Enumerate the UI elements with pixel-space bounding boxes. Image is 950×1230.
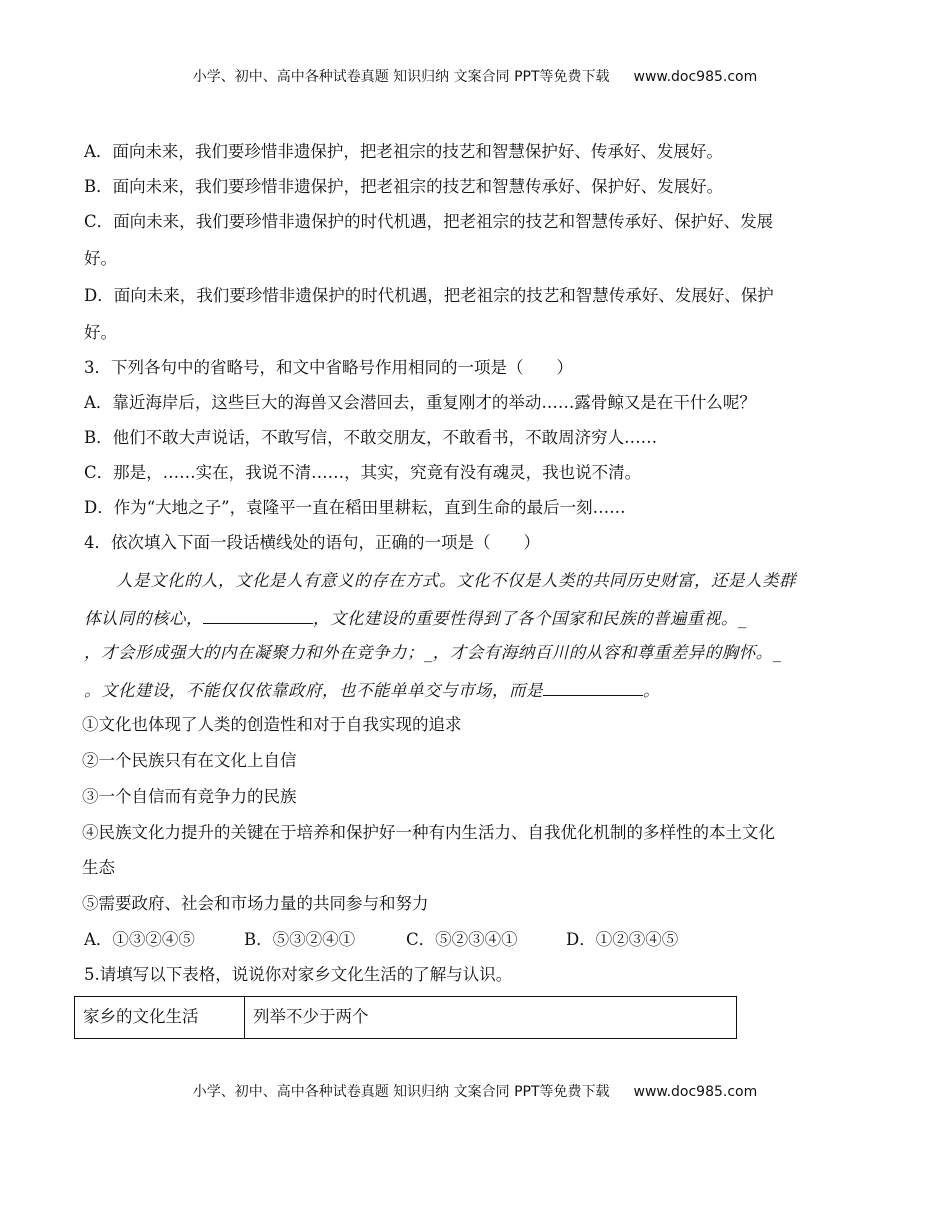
header-site: www.doc985.com <box>633 69 758 85</box>
q2-option-d-line1: D．面向未来，我们要珍惜非遗保护的时代机遇，把老祖宗的技艺和智慧传承好、发展好、保护 <box>84 286 774 305</box>
q4-sentence-4-line2: 生态 <box>82 858 115 877</box>
q4-option-a: A．①③②④⑤ <box>84 930 195 949</box>
q2-option-a: A．面向未来，我们要珍惜非遗保护，把老祖宗的技艺和智慧保护好、传承好、发展好。 <box>84 142 723 161</box>
q4-option-c: C．⑤②③④① <box>406 930 518 949</box>
q4-passage-line3: ，才会形成强大的内在凝聚力和外在竞争力；_，才会有海纳百川的从容和尊重差异的胸怀。_ <box>84 643 782 662</box>
q2-option-c-line1: C．面向未来，我们要珍惜非遗保护的时代机遇，把老祖宗的技艺和智慧传承好、保护好、发展 <box>84 212 774 231</box>
q3-option-a: A．靠近海岸后，这些巨大的海兽又会潜回去，重复刚才的举动……露骨鲸又是在干什么呢？ <box>84 393 756 412</box>
q4-sentence-4-line1: ④民族文化力提升的关键在于培养和保护好一种有内生活力、自我优化机制的多样性的本土文化 <box>82 823 775 842</box>
table-label-cell: 家乡的文化生活 <box>75 997 245 1039</box>
q4-option-b: B．⑤③②④① <box>244 930 356 949</box>
q4-sentence-5: ⑤需要政府、社会和市场力量的共同参与和努力 <box>82 894 429 913</box>
q3-option-c: C．那是，……实在，我说不清……，其实，究竟有没有魂灵，我也说不清。 <box>84 463 642 482</box>
q3-stem: 3．下列各句中的省略号，和文中省略号作用相同的一项是（ ） <box>84 358 573 377</box>
q4-passage-line2-end: ，文化建设的重要性得到了各个国家和民族的普遍重视。_ <box>313 609 747 628</box>
q4-stem: 4．依次填入下面一段话横线处的语句，正确的一项是（ ） <box>84 533 540 552</box>
q4-passage-line4-end: 。 <box>643 681 660 700</box>
q4-option-d: D．①②③④⑤ <box>566 930 679 949</box>
footer-text: 小学、初中、高中各种试卷真题 知识归纳 文案合同 PPT等免费下载 <box>192 1084 610 1100</box>
q2-option-b: B．面向未来，我们要珍惜非遗保护，把老祖宗的技艺和智慧传承好、保护好、发展好。 <box>84 177 724 196</box>
q4-blank-last <box>543 677 643 696</box>
q3-option-d: D．作为“大地之子”，袁隆平一直在稻田里耕耘，直到生命的最后一刻…… <box>84 498 626 517</box>
q4-sentence-3: ③一个自信而有竞争力的民族 <box>82 787 297 806</box>
q4-passage-line2 <box>84 605 747 631</box>
q4-blank-1 <box>203 605 313 624</box>
q4-passage-line4 <box>84 677 660 703</box>
table-row <box>75 997 737 1039</box>
q5-stem: 5.请填写以下表格，说说你对家乡文化生活的了解与认识。 <box>84 965 513 984</box>
q4-sentence-2: ②一个民族只有在文化上自信 <box>82 751 297 770</box>
q2-option-d-line2: 好。 <box>84 323 117 342</box>
footer-site: www.doc985.com <box>633 1084 758 1100</box>
header-text: 小学、初中、高中各种试卷真题 知识归纳 文案合同 PPT等免费下载 <box>192 69 610 85</box>
q2-option-c-line2: 好。 <box>84 249 117 268</box>
q4-passage-line2-start: 体认同的核心， <box>84 609 203 628</box>
q4-passage-line4-start: 。文化建设，不能仅仅依靠政府，也不能单单交与市场，而是 <box>84 681 543 700</box>
table-answer-cell[interactable]: 列举不少于两个 <box>245 997 737 1039</box>
q4-sentence-1: ①文化也体现了人类的创造性和对于自我实现的追求 <box>82 715 462 734</box>
q3-option-b: B．他们不敢大声说话，不敢写信，不敢交朋友，不敢看书，不敢周济穷人…… <box>84 428 658 447</box>
q5-answer-table <box>74 996 737 1039</box>
page-footer <box>0 1081 950 1101</box>
page-header <box>0 66 950 86</box>
q4-passage-line1: 人是文化的人，文化是人有意义的存在方式。文化不仅是人类的共同历史财富，还是人类群 <box>116 571 796 590</box>
